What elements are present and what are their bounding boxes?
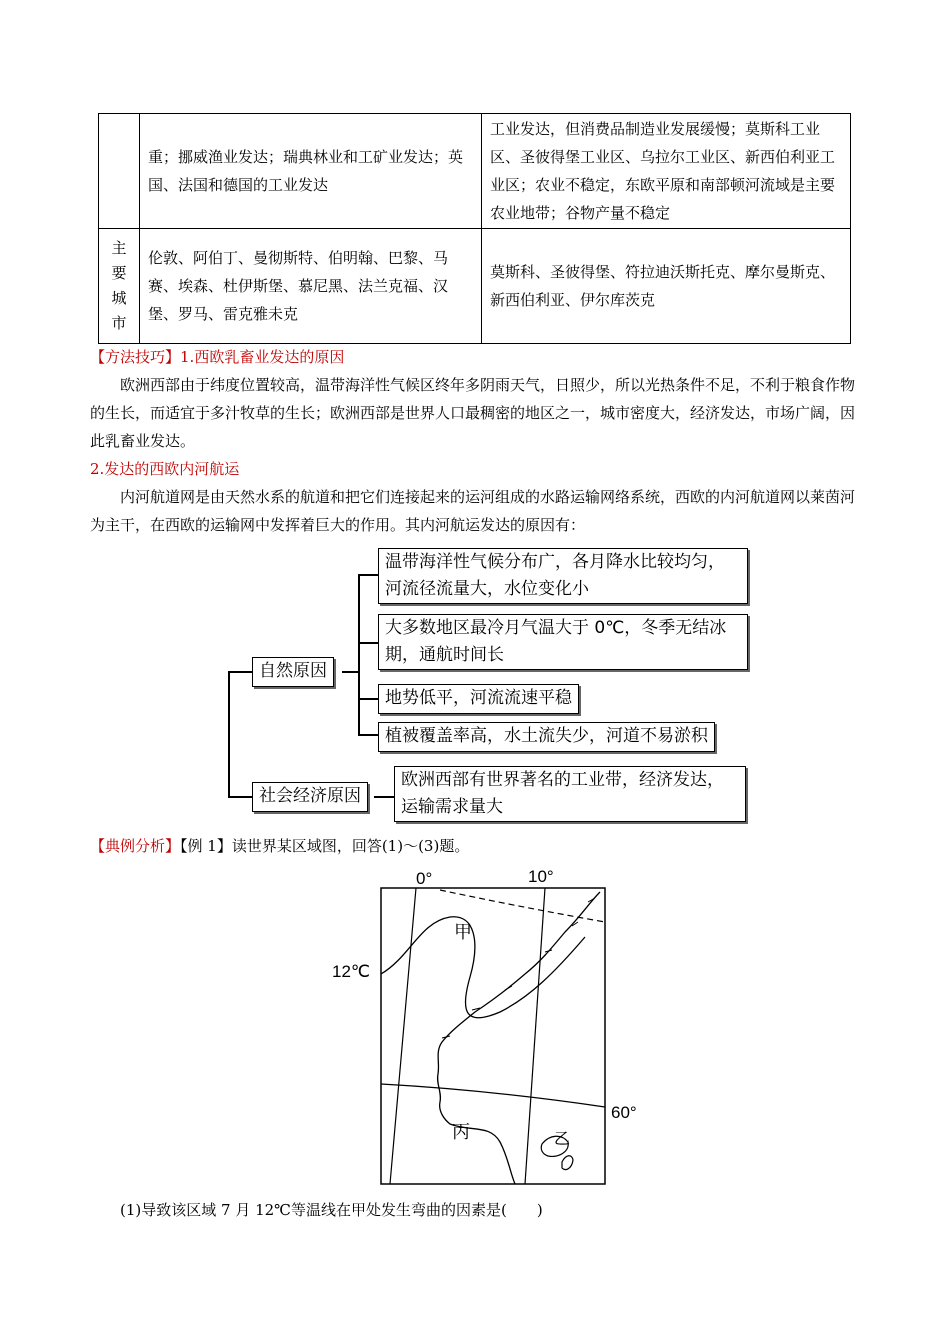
map-label-jia: 甲 xyxy=(454,922,472,943)
island-small xyxy=(562,1156,573,1170)
connector-line xyxy=(228,796,252,798)
label-char: 主 xyxy=(111,239,127,257)
table-cell-east: 莫斯科、圣彼得堡、符拉迪沃斯托克、摩尔曼斯克、新西伯利亚、伊尔库茨克 xyxy=(482,229,851,344)
social-reason-box: 社会经济原因 xyxy=(252,782,368,812)
connector-line xyxy=(374,796,394,798)
method-title-2: 2.发达的西欧内河航运 xyxy=(90,460,240,478)
table-row xyxy=(99,229,851,344)
method-tag: 【方法技巧】 xyxy=(90,348,181,366)
map-lon-10: 10° xyxy=(528,867,554,886)
reasons-flowchart xyxy=(228,546,758,821)
region-map xyxy=(330,862,650,1192)
connector-line xyxy=(358,734,378,736)
example-tag: 【典例分析】 xyxy=(90,837,181,855)
comparison-table xyxy=(98,113,851,344)
method-paragraph-2: 内河航道网是由天然水系的航道和把它们连接起来的运河组成的水路运输网络系统，西欧的内河航道网以莱茵河为主干，在西欧的运输网中发挥着巨大的作用。其内河航运发达的原因有： xyxy=(90,488,856,534)
arctic-circle xyxy=(440,890,605,922)
example-heading xyxy=(90,832,865,860)
label-char: 城 xyxy=(111,289,127,307)
social-reason-1: 欧洲西部有世界著名的工业带，经济发达， 运输需求量大 xyxy=(394,766,746,822)
connector-line xyxy=(228,671,252,673)
connector-line xyxy=(358,698,378,700)
map-label-bing: 丙 xyxy=(452,1122,470,1143)
table-cell-west: 伦敦、阿伯丁、曼彻斯特、伯明翰、巴黎、马赛、埃森、杜伊斯堡、慕尼黑、法兰克福、汉堡、罗马、雷克雅未克 xyxy=(140,229,482,344)
table-cell-west: 重；挪威渔业发达；瑞典林业和工矿业发达；英国、法国和德国的工业发达 xyxy=(140,114,482,229)
parallel-60 xyxy=(381,1084,605,1107)
connector-line xyxy=(358,574,360,734)
method-paragraph-1: 欧洲西部由于纬度位置较高，温带海洋性气候区终年多阴雨天气，日照少，所以光热条件不足，不利于粮食作物的生长，而适宜于多汁牧草的生长；欧洲西部是世界人口最稠密的地区之一，城市密度大，经济发达，市场广阔，因此乳畜业发达。 xyxy=(90,376,856,450)
method-title-1: 1.西欧乳畜业发达的原因 xyxy=(180,348,345,366)
example-text: 读世界某区域图，回答(1)～(3)题。 xyxy=(231,837,470,855)
map-label-yi: 乙 xyxy=(554,1129,571,1148)
natural-reason-2: 大多数地区最冷月气温大于 0℃，冬季无结冰 期，通航时间长 xyxy=(378,614,748,670)
question-1: (1)导致该区域 7 月 12℃等温线在甲处发生弯曲的因素是( ) xyxy=(120,1201,543,1219)
natural-reason-1: 温带海洋性气候分布广，各月降水比较均匀， 河流径流量大，水位变化小 xyxy=(378,548,748,604)
map-frame xyxy=(381,888,605,1184)
table-label-cell xyxy=(99,114,140,229)
isotherm-label: 12℃ xyxy=(332,962,371,981)
meridian-10 xyxy=(525,888,545,1184)
connector-line xyxy=(342,671,358,673)
table-row xyxy=(99,114,851,229)
map-lon-0: 0° xyxy=(416,869,433,888)
label-char: 市 xyxy=(111,314,127,332)
label-char: 要 xyxy=(111,264,127,282)
natural-reason-box: 自然原因 xyxy=(252,657,334,687)
map-lat-60: 60° xyxy=(611,1103,637,1122)
connector-line xyxy=(358,642,378,644)
natural-reason-4: 植被覆盖率高，水土流失少，河道不易淤积 xyxy=(378,722,715,752)
connector-line xyxy=(228,671,230,796)
meridian-0 xyxy=(390,888,416,1184)
natural-reason-3: 地势低平，河流流速平稳 xyxy=(378,684,579,714)
table-label-cell xyxy=(99,229,140,344)
connector-line xyxy=(358,574,378,576)
coast-inlets xyxy=(442,898,595,1038)
method-heading xyxy=(90,343,865,371)
table-cell-east: 工业发达，但消费品制造业发展缓慢；莫斯科工业区、圣彼得堡工业区、乌拉尔工业区、新西伯利亚工业区；农业不稳定，东欧平原和南部顿河流域是主要农业地带；谷物产量不稳定 xyxy=(482,114,851,229)
example-label: 【例 1】 xyxy=(180,837,232,855)
